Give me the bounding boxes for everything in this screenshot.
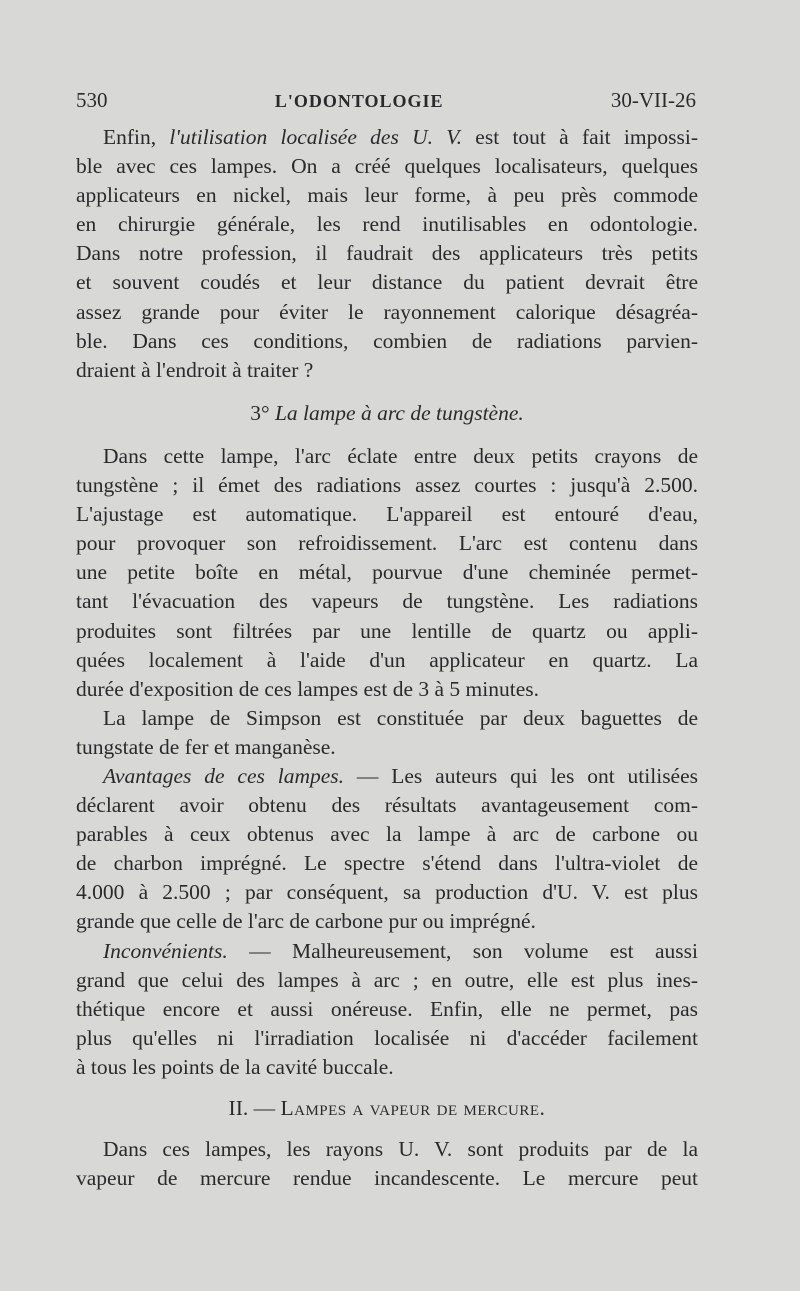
running-header <box>76 88 696 118</box>
section-heading: II. — Lampes a vapeur de mercure. <box>228 1096 546 1120</box>
text-line: déclarent avoir obtenu des résultats avantageusement com- <box>76 793 698 818</box>
text-line: Enfin, l'utilisation localisée des U. V. est tout à fait impossi- <box>103 125 698 149</box>
text-line: à tous les points de la cavité buccale. <box>76 1054 394 1079</box>
text-line: parables à ceux obtenus avec la lampe à arc de carbone ou <box>76 822 698 847</box>
text-line: Dans cette lampe, l'arc éclate entre deux petits crayons de <box>103 443 698 468</box>
text-line: tungstate de fer et manganèse. <box>76 734 336 759</box>
text-line: grande que celle de l'arc de carbone pur ou imprégné. <box>76 909 536 934</box>
text-line: Dans ces lampes, les rayons U. V. sont produits par de la <box>103 1137 698 1162</box>
journal-title: L'ODONTOLOGIE <box>274 91 444 111</box>
text-line: assez grande pour éviter le rayonnement calorique désagréa- <box>76 299 698 324</box>
text-line: de charbon imprégné. Le spectre s'étend dans l'ultra-violet de <box>76 851 698 876</box>
text-line: et souvent coudés et leur distance du patient devrait être <box>76 270 698 295</box>
text-line: ble avec ces lampes. On a créé quelques localisateurs, quelques <box>76 154 698 179</box>
text-line: La lampe de Simpson est constituée par deux baguettes de <box>103 705 698 730</box>
text-line: une petite boîte en métal, pourvue d'une cheminée permet- <box>76 560 698 585</box>
text-line: en chirurgie générale, les rend inutilisables en odontologie. <box>76 212 698 237</box>
text-line: Avantages de ces lampes. — Les auteurs qui les ont utilisées <box>103 763 699 788</box>
text-line: plus qu'elles ni l'irradiation localisée ni d'accéder facilement <box>76 1025 698 1050</box>
text-line: produites sont filtrées par une lentille de quartz ou appli- <box>76 618 698 643</box>
text-line: ble. Dans ces conditions, combien de radiations parvien- <box>76 328 698 353</box>
body-text <box>76 123 698 1193</box>
text-line: tungstène ; il émet des radiations assez courtes : jusqu'à 2.500. <box>76 473 698 498</box>
text-line: draient à l'endroit à traiter ? <box>76 357 314 382</box>
text-line: quées localement à l'aide d'un applicateur en quartz. La <box>76 647 698 672</box>
text-line: grand que celui des lampes à arc ; en outre, elle est plus ines- <box>76 967 698 992</box>
text-line: durée d'exposition de ces lampes est de 3 à 5 minutes. <box>76 676 540 701</box>
text-line: tant l'évacuation des vapeurs de tungstène. Les radiations <box>76 589 698 614</box>
text-line: L'ajustage est automatique. L'appareil est entouré d'eau, <box>76 502 698 527</box>
text-line: 4.000 à 2.500 ; par conséquent, sa production d'U. V. est plus <box>76 880 698 905</box>
text-line: vapeur de mercure rendue incandescente. Le mercure peut <box>76 1166 698 1191</box>
text-line: Inconvénients. — Malheureusement, son volume est aussi <box>103 938 698 963</box>
issue-date: 30-VII-26 <box>610 88 696 112</box>
page-number: 530 <box>76 88 108 112</box>
text-line: applicateurs en nickel, mais leur forme, à peu près commode <box>76 183 698 208</box>
section-heading: 3° La lampe à arc de tungstène. <box>250 400 524 425</box>
text-line: thétique encore et aussi onéreuse. Enfin, elle ne permet, pas <box>76 996 698 1021</box>
text-line: Dans notre profession, il faudrait des applicateurs très petits <box>76 241 698 266</box>
text-line: pour provoquer son refroidissement. L'arc est contenu dans <box>76 531 698 556</box>
